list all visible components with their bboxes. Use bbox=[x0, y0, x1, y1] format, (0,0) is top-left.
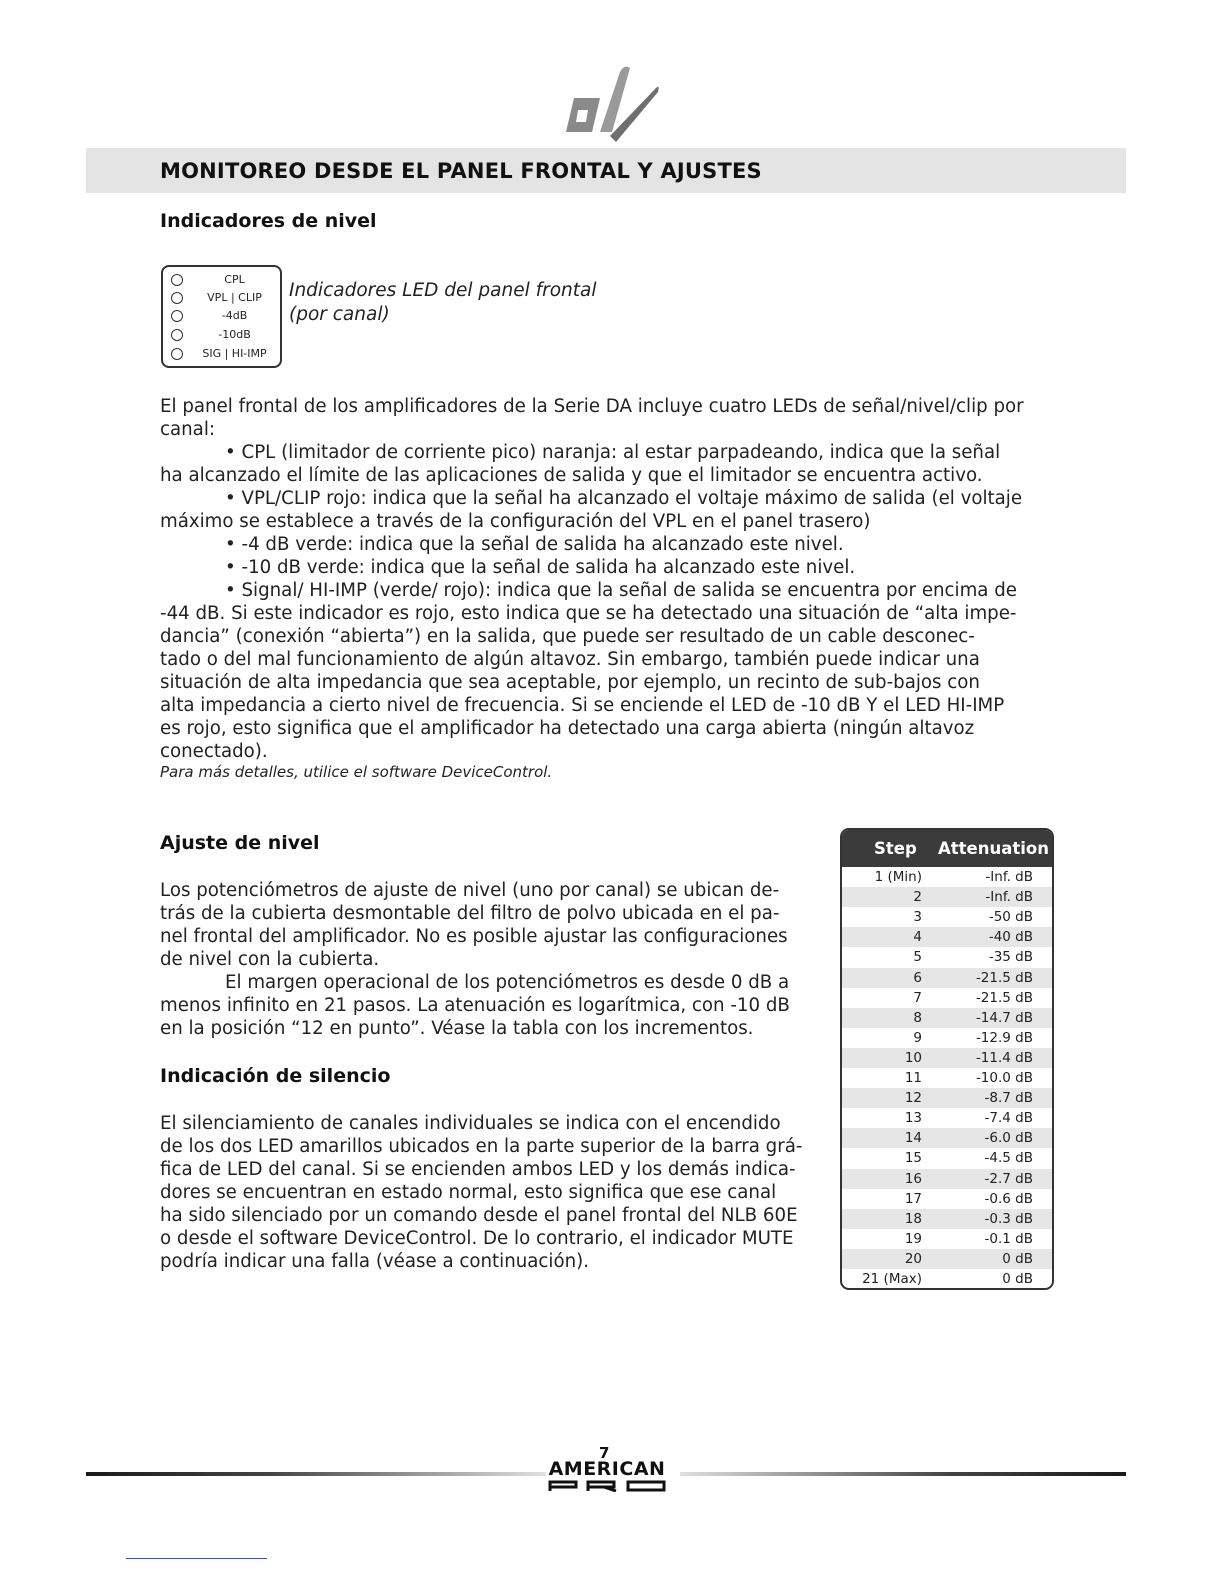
led-row-sig-hi-imp bbox=[163, 345, 284, 363]
step-cell: 16 bbox=[904, 1170, 922, 1187]
led-label: SIG | HI-IMP bbox=[202, 347, 267, 360]
led-circle-icon bbox=[171, 310, 183, 322]
paragraph-line: conectado). bbox=[160, 741, 268, 762]
step-cell: 11 bbox=[904, 1070, 922, 1086]
paragraph-line: podría indicar una falla (véase a continuación). bbox=[160, 1251, 590, 1272]
bullet-vpl-clip: • VPL/CLIP rojo: indica que la señal ha alcanzado el voltaje máximo de salida (el voltaje bbox=[225, 488, 1023, 509]
step-cell: 20 bbox=[904, 1250, 922, 1267]
step-cell: 12 bbox=[904, 1090, 922, 1107]
led-caption-line: Indicadores LED del panel frontal bbox=[289, 280, 597, 301]
page-number: 7 bbox=[599, 1444, 610, 1462]
attenuation-cell: -0.3 dB bbox=[984, 1210, 1033, 1227]
step-cell: 21 (Max) bbox=[862, 1271, 922, 1287]
table-row bbox=[842, 1028, 1054, 1048]
table-row bbox=[842, 1169, 1054, 1189]
step-cell: 4 bbox=[913, 929, 922, 946]
section-heading-mute-indication: Indicación de silencio bbox=[160, 1065, 391, 1087]
attenuation-cell: -2.7 dB bbox=[984, 1170, 1033, 1187]
attenuation-cell: -10.0 dB bbox=[975, 1070, 1033, 1086]
table-row bbox=[842, 1269, 1054, 1289]
bullet-4db: • -4 dB verde: indica que la señal de salida ha alcanzado este nivel. bbox=[225, 534, 844, 555]
table-row bbox=[842, 947, 1054, 967]
paragraph-line: El silenciamiento de canales individuales se indica con el encendido bbox=[160, 1113, 781, 1134]
paragraph-line: o desde el software DeviceControl. De lo contrario, el indicador MUTE bbox=[160, 1228, 794, 1249]
attenuation-cell: -8.7 dB bbox=[984, 1090, 1033, 1107]
led-row-10db bbox=[163, 326, 284, 344]
paragraph-line: ha sido silenciado por un comando desde el panel frontal del NLB 60E bbox=[160, 1205, 798, 1226]
paragraph-line: trás de la cubierta desmontable del filtro de polvo ubicada en el pa- bbox=[160, 903, 780, 924]
step-cell: 10 bbox=[904, 1049, 922, 1066]
bullet-signal-hi-imp: • Signal/ HI-IMP (verde/ rojo): indica que la señal de salida se encuentra por encima de bbox=[225, 580, 1017, 601]
step-cell: 5 bbox=[913, 949, 922, 966]
led-caption-line: (por canal) bbox=[289, 304, 390, 325]
brand-name: AMERICAN bbox=[548, 1458, 666, 1480]
table-row bbox=[842, 927, 1054, 947]
paragraph-line: de nivel con la cubierta. bbox=[160, 949, 380, 970]
attenuation-cell: -7.4 dB bbox=[984, 1110, 1033, 1127]
paragraph-line: situación de alta impedancia que sea aceptable, por ejemplo, un recinto de sub-bajos con bbox=[160, 672, 980, 693]
step-cell: 9 bbox=[913, 1029, 922, 1046]
paragraph-line: El margen operacional de los potenciómetros es desde 0 dB a bbox=[225, 972, 790, 993]
step-cell: 3 bbox=[913, 909, 922, 926]
attenuation-cell: -40 dB bbox=[988, 929, 1033, 946]
attenuation-cell: -50 dB bbox=[988, 909, 1033, 926]
step-cell: 13 bbox=[904, 1110, 922, 1127]
led-circle-icon bbox=[171, 292, 183, 304]
page-title: MONITOREO DESDE EL PANEL FRONTAL Y AJUSTES bbox=[160, 159, 762, 183]
link-underline bbox=[126, 1558, 267, 1559]
led-circle-icon bbox=[171, 274, 183, 286]
attenuation-cell: -0.6 dB bbox=[984, 1190, 1033, 1207]
led-row-4db bbox=[163, 307, 284, 325]
table-row bbox=[842, 907, 1054, 927]
attenuation-cell: -21.5 dB bbox=[975, 989, 1033, 1006]
attenuation-cell: 0 dB bbox=[1002, 1271, 1033, 1287]
led-label: VPL | CLIP bbox=[207, 291, 262, 304]
paragraph-line: fica de LED del canal. Si se encienden ambos LED y los demás indica- bbox=[160, 1159, 796, 1180]
led-label: CPL bbox=[224, 273, 245, 286]
step-cell: 7 bbox=[913, 989, 922, 1006]
american-pro-logo bbox=[548, 1458, 666, 1492]
paragraph-line: ha alcanzado el límite de las aplicaciones de salida y que el limitador se encuentra activo. bbox=[160, 465, 983, 486]
led-label: -10dB bbox=[218, 328, 251, 341]
table-row bbox=[842, 1189, 1054, 1209]
led-row-cpl bbox=[163, 271, 284, 289]
table-row bbox=[842, 1068, 1054, 1088]
table-row bbox=[842, 1088, 1054, 1108]
bullet-cpl: • CPL (limitador de corriente pico) naranja: al estar parpadeando, indica que la señal bbox=[225, 442, 1001, 463]
step-cell: 8 bbox=[913, 1009, 922, 1026]
step-cell: 14 bbox=[904, 1130, 922, 1147]
paragraph-line: alta impedancia a cierto nivel de frecuencia. Si se enciende el LED de -10 dB Y el LED HI-IMP bbox=[160, 695, 1005, 716]
attenuation-cell: -Inf. dB bbox=[985, 869, 1033, 885]
attenuation-cell: -4.5 dB bbox=[984, 1150, 1033, 1167]
table-row bbox=[842, 1108, 1054, 1128]
led-circle-icon bbox=[171, 348, 183, 360]
table-row bbox=[842, 968, 1054, 988]
led-label: -4dB bbox=[221, 309, 248, 322]
step-cell: 19 bbox=[904, 1230, 922, 1247]
al-logo bbox=[560, 62, 664, 144]
table-row bbox=[842, 1008, 1054, 1028]
paragraph-line: nel frontal del amplificador. No es posible ajustar las configuraciones bbox=[160, 926, 788, 947]
table-row bbox=[842, 1209, 1054, 1229]
section-heading-level-indicators: Indicadores de nivel bbox=[160, 210, 377, 232]
table-row bbox=[842, 1249, 1054, 1269]
table-row bbox=[842, 1229, 1054, 1249]
table-row bbox=[842, 867, 1054, 887]
column-header-step: Step bbox=[874, 839, 917, 858]
bullet-10db: • -10 dB verde: indica que la señal de salida ha alcanzado este nivel. bbox=[225, 557, 856, 578]
attenuation-cell: -12.9 dB bbox=[975, 1029, 1033, 1046]
step-cell: 6 bbox=[913, 969, 922, 986]
paragraph-line: dancia” (conexión “abierta”) en la salida, que puede ser resultado de un cable desconec- bbox=[160, 626, 975, 647]
paragraph-line: tado o del mal funcionamiento de algún altavoz. Sin embargo, también puede indicar una bbox=[160, 649, 980, 670]
led-circle-icon bbox=[171, 329, 183, 341]
paragraph-line: canal: bbox=[160, 419, 215, 440]
table-row bbox=[842, 1048, 1054, 1068]
attenuation-cell: -0.1 dB bbox=[984, 1230, 1033, 1247]
italic-note: Para más detalles, utilice el software DeviceControl. bbox=[160, 763, 553, 781]
attenuation-table bbox=[840, 828, 1054, 1290]
attenuation-cell: 0 dB bbox=[1002, 1250, 1033, 1267]
table-row bbox=[842, 1148, 1054, 1168]
attenuation-cell: -Inf. dB bbox=[985, 889, 1033, 906]
table-row bbox=[842, 988, 1054, 1008]
attenuation-cell: -35 dB bbox=[988, 949, 1033, 966]
pro-wordmark-icon bbox=[548, 1480, 666, 1492]
attenuation-cell: -21.5 dB bbox=[975, 969, 1033, 986]
step-cell: 15 bbox=[904, 1150, 922, 1167]
attenuation-cell: -6.0 dB bbox=[984, 1130, 1033, 1147]
step-cell: 18 bbox=[904, 1210, 922, 1227]
step-cell: 1 (Min) bbox=[874, 869, 922, 885]
paragraph-line: de los dos LED amarillos ubicados en la parte superior de la barra grá- bbox=[160, 1136, 803, 1157]
step-cell: 17 bbox=[904, 1190, 922, 1207]
paragraph-line: El panel frontal de los amplificadores de la Serie DA incluye cuatro LEDs de señal/nivel/clip por bbox=[160, 396, 1024, 417]
paragraph-line: es rojo, esto significa que el amplificador ha detectado una carga abierta (ningún altavoz bbox=[160, 718, 975, 739]
column-header-attenuation: Attenuation bbox=[938, 839, 1049, 858]
attenuation-cell: -11.4 dB bbox=[975, 1049, 1033, 1066]
step-cell: 2 bbox=[913, 889, 922, 906]
footer-rule-left bbox=[86, 1472, 546, 1476]
paragraph-line: Los potenciómetros de ajuste de nivel (uno por canal) se ubican de- bbox=[160, 880, 780, 901]
led-indicator-panel bbox=[161, 265, 282, 368]
table-row bbox=[842, 1128, 1054, 1148]
attenuation-cell: -14.7 dB bbox=[975, 1009, 1033, 1026]
footer-rule-right bbox=[680, 1472, 1126, 1476]
section-heading-level-adjust: Ajuste de nivel bbox=[160, 832, 320, 854]
paragraph-line: -44 dB. Si este indicador es rojo, esto indica que se ha detectado una situación de “alta impe- bbox=[160, 603, 1017, 624]
paragraph-line: dores se encuentran en estado normal, esto significa que ese canal bbox=[160, 1182, 777, 1203]
table-row bbox=[842, 887, 1054, 907]
paragraph-line: máximo se establece a través de la configuración del VPL en el panel trasero) bbox=[160, 511, 871, 532]
led-row-vpl-clip bbox=[163, 289, 284, 307]
paragraph-line: en la posición “12 en punto”. Véase la tabla con los incrementos. bbox=[160, 1018, 754, 1039]
paragraph-line: menos infinito en 21 pasos. La atenuación es logarítmica, con -10 dB bbox=[160, 995, 790, 1016]
table-header bbox=[842, 830, 1054, 867]
